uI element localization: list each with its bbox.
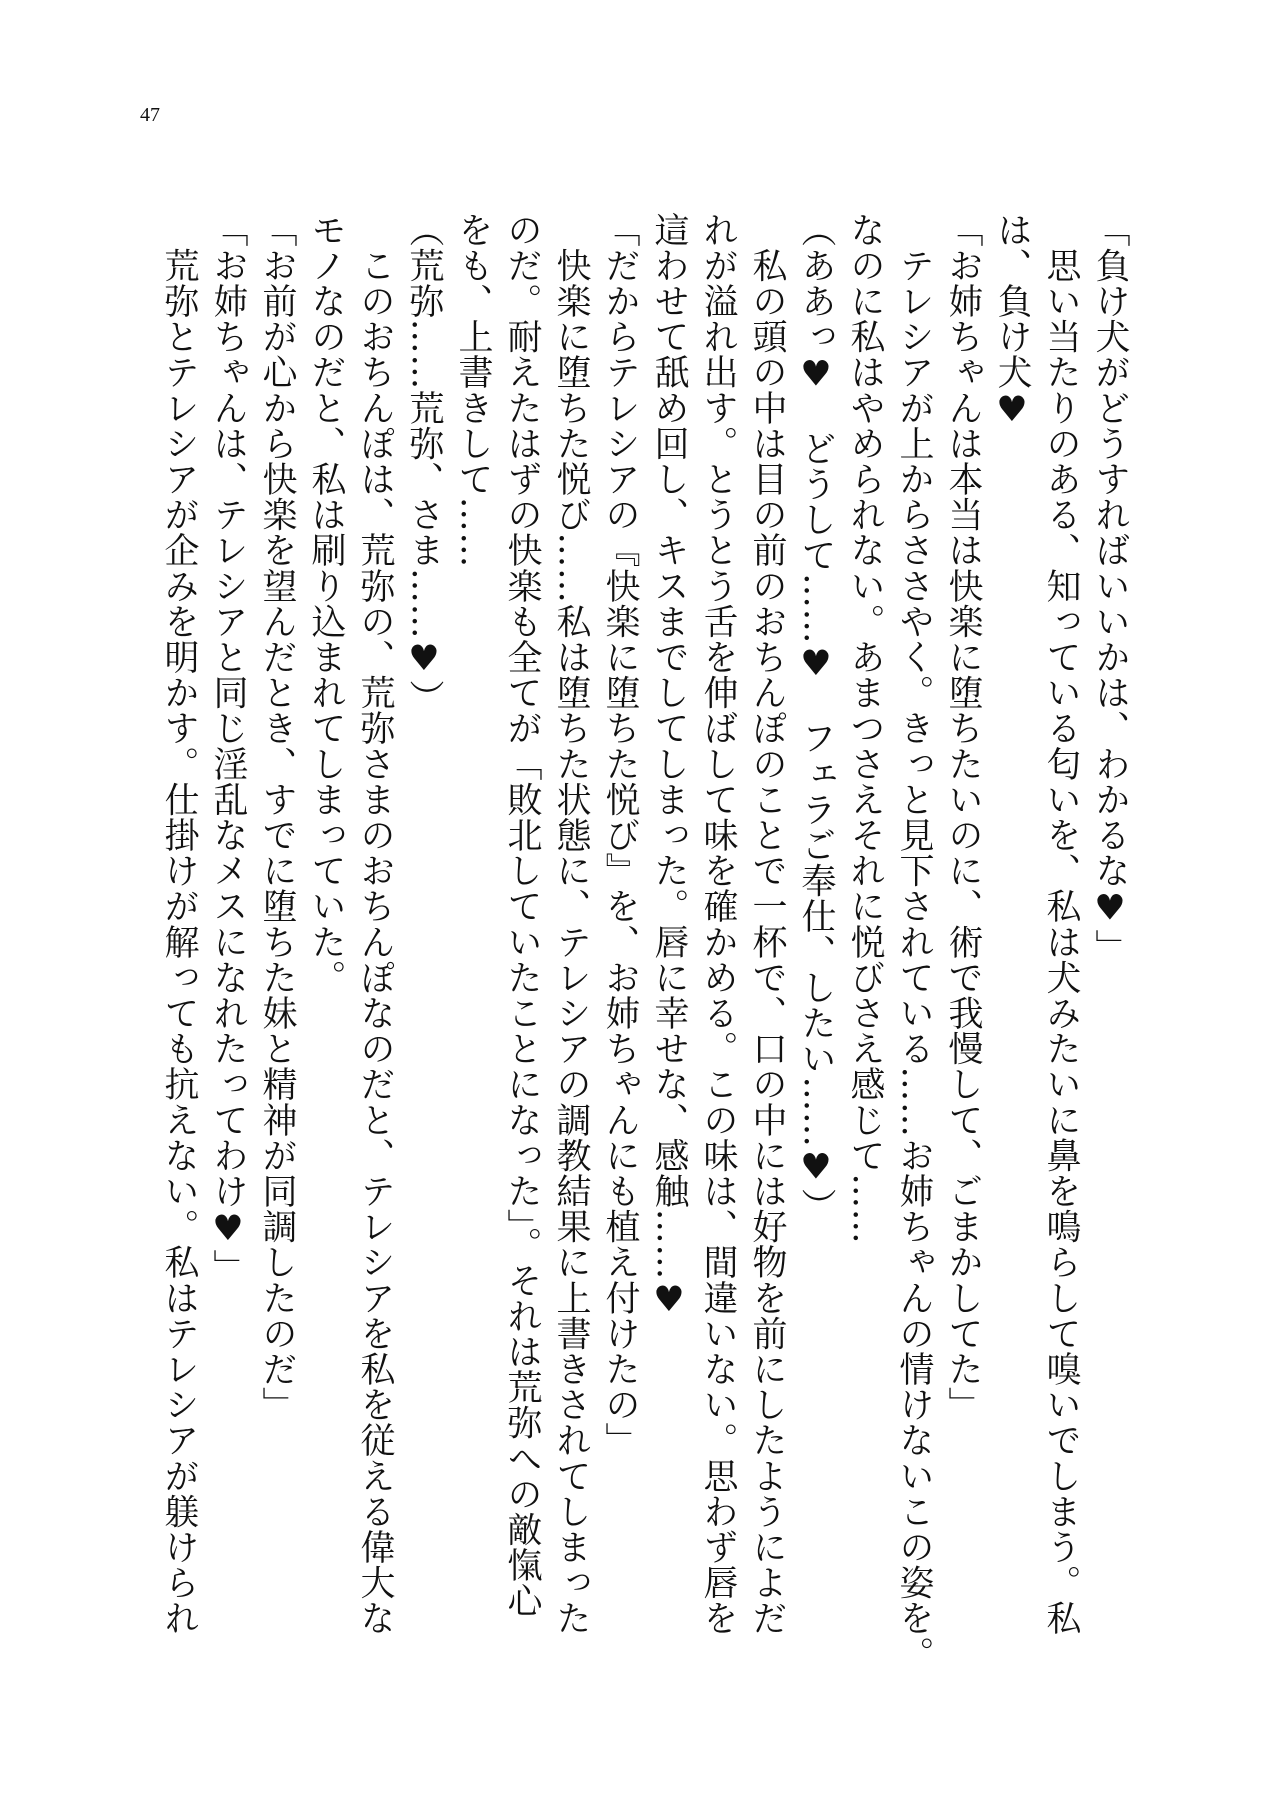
text-line: 快楽に堕ちた悦び……私は堕ちた状態に、テレシアの調教結果に上書きされてしまった [551, 212, 591, 1636]
text-line: なのに私はやめられない。あまつさえそれに悦びさえ感じて…… [845, 212, 885, 1245]
text-line: 「お前が心から快楽を望んだとき、すでに堕ちた妹と精神が同調したのだ」 [257, 212, 297, 1423]
text-line: （ああっ♥ どうして……♥ フェラご奉仕、したい……♥） [796, 212, 836, 1224]
text-line: 「お姉ちゃんは、テレシアと同じ淫乱なメスになれたってわけ♥」 [208, 212, 248, 1285]
text-line: 「お姉ちゃんは本当は快楽に堕ちたいのに、術で我慢して、ごまかしてた」 [943, 212, 983, 1423]
text-line: （荒弥……荒弥、さま……♥） [404, 212, 444, 716]
text-line: 「だからテレシアの『快楽に堕ちた悦び』を、お姉ちゃんにも植え付けたの」 [600, 212, 640, 1458]
text-line: 這わせて舐め回し、キスまでしてしまった。唇に幸せな、感触……♥ [649, 212, 689, 1321]
page-number: 47 [140, 104, 160, 126]
text-line: 思い当たりのある、知っている匂いを、私は犬みたいに鼻を鳴らして嗅いでしまう。私 [1041, 212, 1081, 1636]
text-line: れが溢れ出す。とうとう舌を伸ばして味を確かめる。この味は、間違いない。思わず唇を [698, 212, 738, 1636]
text-line: のだ。耐えたはずの快楽も全てが「敗北していたことになった」。それは荒弥への敵愾心 [502, 212, 542, 1619]
text-line: 荒弥とテレシアが企みを明かす。仕掛けが解っても抗えない。私はテレシアが躾けられ [159, 212, 199, 1636]
text-line: テレシアが上からささやく。きっと見下されている……お姉ちゃんの情けないこの姿を。 [894, 212, 934, 1672]
text-line: 「負け犬がどうすればいいかは、わかるな♥」 [1090, 212, 1130, 965]
text-line: このおちんぽは、荒弥の、荒弥さまのおちんぽなのだと、テレシアを私を従える偉大な [355, 212, 395, 1636]
text-line: は、負け犬♥ [992, 212, 1032, 431]
text-line: モノなのだと、私は刷り込まれてしまっていた。 [306, 212, 346, 996]
text-line: 私の頭の中は目の前のおちんぽのことで一杯で、口の中には好物を前にしたようによだ [747, 212, 787, 1636]
vertical-text-body [154, 212, 1134, 1672]
text-line: をも、上書きして…… [453, 212, 493, 568]
